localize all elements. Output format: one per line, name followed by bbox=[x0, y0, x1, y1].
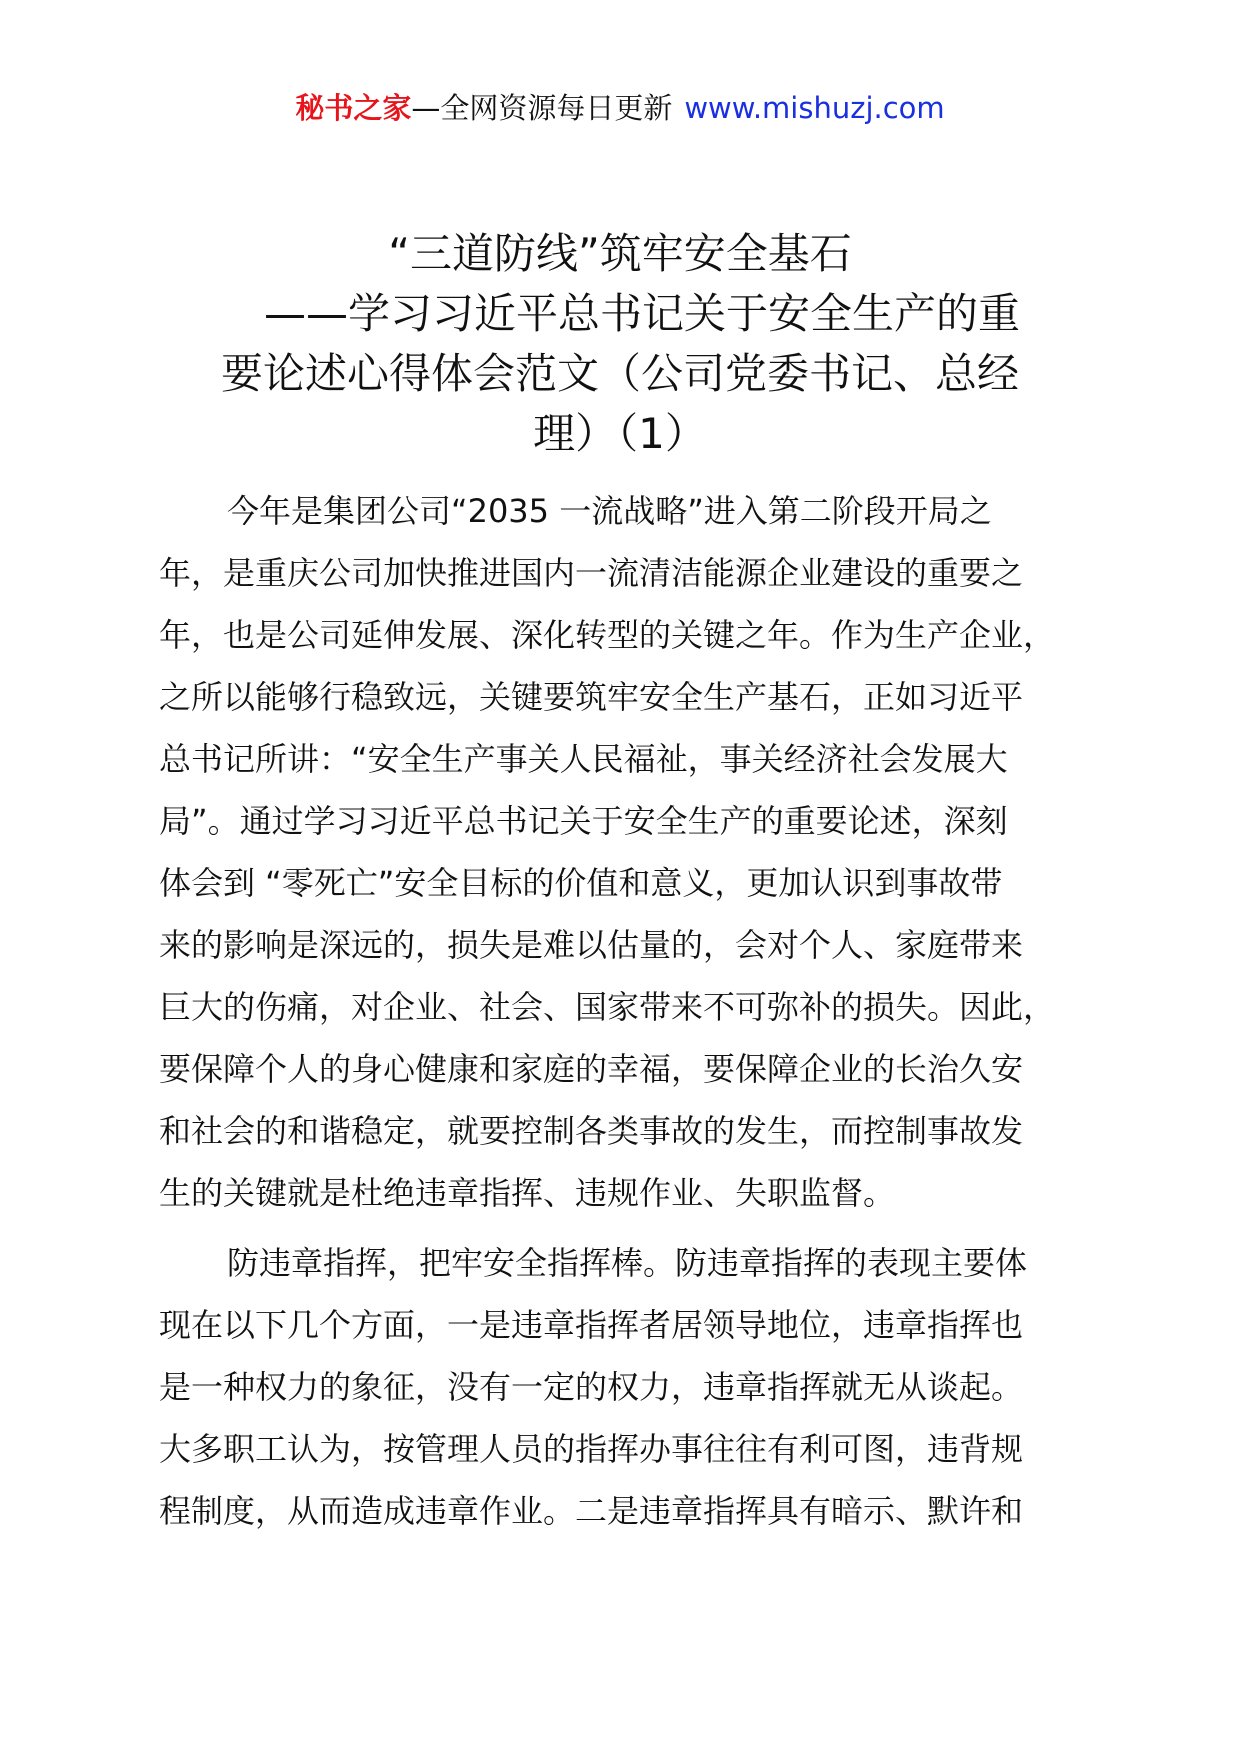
text-line: 现在以下几个方面，一是违章指挥者居领导地位，违章指挥也 bbox=[159, 1306, 1024, 1344]
document-subtitle-line: 理）（1） bbox=[533, 409, 707, 458]
text-line: 是一种权力的象征，没有一定的权力，违章指挥就无从谈起。 bbox=[159, 1368, 1024, 1406]
text-line: 来的影响是深远的，损失是难以估量的，会对个人、家庭带来 bbox=[159, 926, 1024, 964]
text-line: 总书记所讲：“安全生产事关人民福祉，事关经济社会发展大 bbox=[159, 740, 1008, 778]
text-line: 要保障个人的身心健康和家庭的幸福，要保障企业的长治久安 bbox=[159, 1050, 1024, 1088]
document-subtitle-line: 要论述心得体会范文（公司党委书记、总经 bbox=[220, 349, 1019, 398]
site-header bbox=[0, 88, 1240, 128]
paragraph bbox=[159, 1232, 1089, 1542]
text-line: 体会到 “零死亡”安全目标的价值和意义，更加认识到事故带 bbox=[159, 864, 1003, 902]
text-line: 和社会的和谐稳定，就要控制各类事故的发生，而控制事故发 bbox=[159, 1112, 1024, 1150]
brand-name: 秘书之家 bbox=[295, 91, 412, 125]
text-line: 今年是集团公司“2035 一流战略”进入第二阶段开局之 bbox=[227, 492, 992, 530]
text-line: 局”。通过学习习近平总书记关于安全生产的重要论述，深刻 bbox=[159, 802, 1008, 840]
site-url-link[interactable]: www.mishuzj.com bbox=[684, 91, 945, 125]
paragraph-spacer bbox=[159, 1224, 1089, 1232]
paragraph bbox=[159, 480, 1089, 1224]
text-line: 年，也是公司延伸发展、深化转型的关键之年。作为生产企业， bbox=[159, 616, 1056, 654]
document-subtitle-line: ——学习习近平总书记关于安全生产的重 bbox=[263, 289, 1020, 338]
header-tagline: —全网资源每日更新 bbox=[411, 91, 673, 125]
text-line: 生的关键就是杜绝违章指挥、违规作业、失职监督。 bbox=[159, 1174, 896, 1212]
document-body bbox=[159, 480, 1089, 1542]
document-title-block bbox=[150, 224, 1090, 464]
text-line: 之所以能够行稳致远，关键要筑牢安全生产基石，正如习近平 bbox=[159, 678, 1024, 716]
text-line: 大多职工认为，按管理人员的指挥办事往往有利可图，违背规 bbox=[159, 1430, 1024, 1468]
text-line: 巨大的伤痛，对企业、社会、国家带来不可弥补的损失。因此， bbox=[159, 988, 1056, 1026]
text-line: 年，是重庆公司加快推进国内一流清洁能源企业建设的重要之 bbox=[159, 554, 1024, 592]
text-line: 程制度，从而造成违章作业。二是违章指挥具有暗示、默许和 bbox=[159, 1492, 1024, 1530]
document-title: “三道防线”筑牢安全基石 bbox=[388, 229, 852, 278]
text-line: 防违章指挥，把牢安全指挥棒。防违章指挥的表现主要体 bbox=[227, 1244, 1028, 1282]
